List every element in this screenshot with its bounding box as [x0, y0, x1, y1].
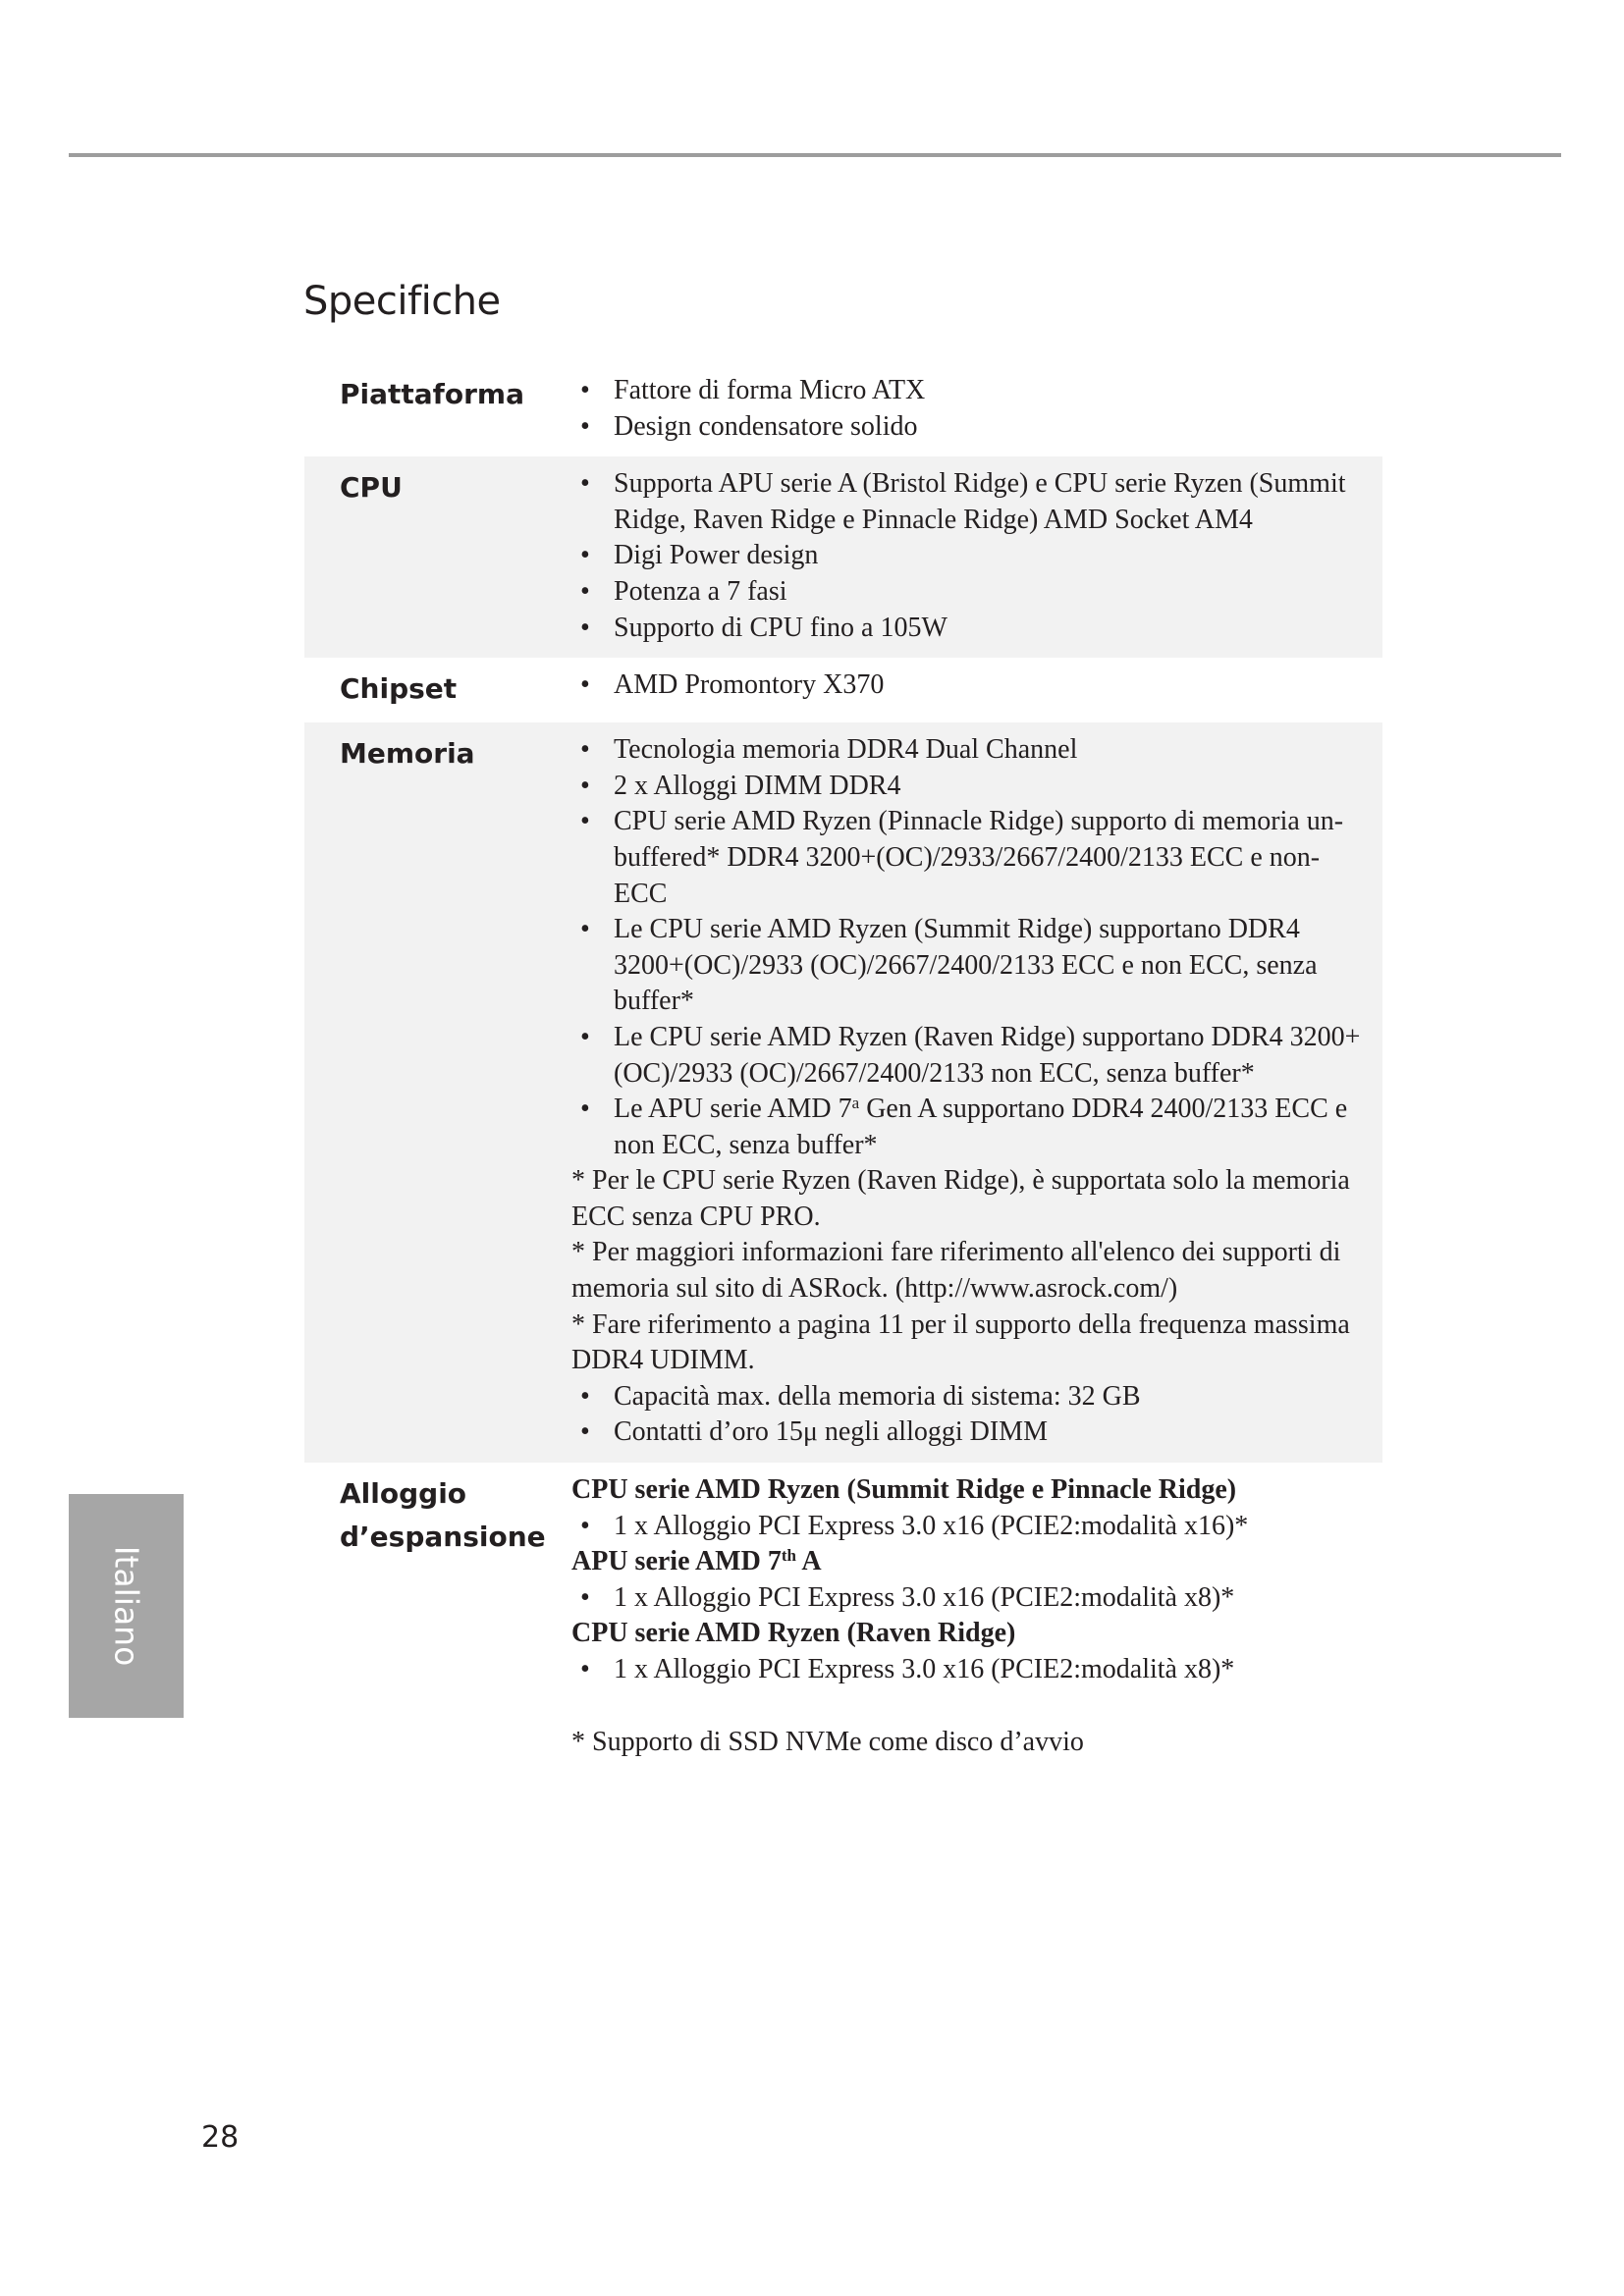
spec-body: [571, 732, 1367, 1451]
spec-body: [571, 1472, 1367, 1760]
footnote: * Supporto di SSD NVMe come disco d’avvio: [571, 1726, 1084, 1757]
side-tab-label: Italiano: [107, 1545, 145, 1667]
list-item: • Digi Power design: [571, 538, 1367, 574]
spec-label: Memoria: [340, 737, 475, 771]
spec-label-line: Alloggio: [340, 1477, 467, 1511]
spacer: [571, 1688, 1367, 1725]
footnote: * Per maggiori informazioni fare riferimento all'elenco dei supporti di memoria sul sito di ASRock. (http://www.asrock.com/): [571, 1237, 1341, 1305]
list-item-text: Gen A supportano DDR4 2400/2133 ECC e non ECC, senza buffer*: [614, 1094, 1348, 1160]
group-heading-text: A: [795, 1546, 822, 1577]
spec-row-cpu: [304, 456, 1382, 658]
spec-label: [304, 1472, 571, 1760]
footnote: * Per le CPU serie Ryzen (Raven Ridge), è supportata solo la memoria ECC senza CPU PRO.: [571, 1165, 1350, 1232]
list-item: • AMD Promontory X370: [571, 667, 1367, 704]
list-item: • Design condensatore solido: [571, 409, 1367, 446]
spec-row-piattaforma: [304, 363, 1382, 456]
spec-table: [304, 363, 1382, 1772]
list-item: • 1 x Alloggio PCI Express 3.0 x16 (PCIE2:modalità x8)*: [571, 1580, 1367, 1617]
page-number: 28: [201, 2120, 240, 2155]
list-item: • Fattore di forma Micro ATX: [571, 373, 1367, 409]
list-item: • Supporta APU serie A (Bristol Ridge) e CPU serie Ryzen (Summit Ridge, Raven Ridge e Pinnacle Ridge) AMD Socket AM4: [571, 466, 1367, 538]
list-item: • 1 x Alloggio PCI Express 3.0 x16 (PCIE2:modalità x16)*: [571, 1509, 1367, 1545]
list-item: • CPU serie AMD Ryzen (Pinnacle Ridge) supporto di memoria un-buffered* DDR4 3200+(OC)/2933/2667/2400/2133 ECC e non-ECC: [571, 804, 1367, 912]
list-item: • Capacità max. della memoria di sistema: 32 GB: [571, 1379, 1367, 1415]
spec-label-line: d’espansione: [340, 1521, 546, 1554]
spec-label: Chipset: [340, 672, 458, 706]
group-heading: CPU serie AMD Ryzen (Raven Ridge): [571, 1618, 1016, 1649]
spec-label: CPU: [340, 471, 403, 505]
language-side-tab: [69, 1494, 184, 1718]
spec-body: [571, 373, 1367, 445]
header-rule: [69, 153, 1561, 157]
spec-body: [571, 466, 1367, 646]
spec-row-chipset: [304, 658, 1382, 722]
list-item: • Tecnologia memoria DDR4 Dual Channel: [571, 732, 1367, 769]
list-item: [571, 1092, 1367, 1163]
spec-label: Piattaforma: [340, 378, 524, 410]
group-heading-text: APU serie AMD 7: [571, 1546, 782, 1577]
group-heading: [571, 1544, 1367, 1580]
list-item: • Le CPU serie AMD Ryzen (Raven Ridge) supportano DDR4 3200+(OC)/2933 (OC)/2667/2400/2133 non ECC, senza buffer*: [571, 1020, 1367, 1092]
list-item: • 1 x Alloggio PCI Express 3.0 x16 (PCIE2:modalità x8)*: [571, 1652, 1367, 1688]
spec-row-alloggio-espansione: [304, 1463, 1382, 1772]
superscript: a: [851, 1094, 860, 1113]
list-item-text: Le APU serie AMD 7: [614, 1094, 852, 1125]
list-item: • 2 x Alloggi DIMM DDR4: [571, 769, 1367, 805]
page-title: Specifiche: [303, 279, 501, 324]
spec-row-memoria: [304, 722, 1382, 1463]
footnote: * Fare riferimento a pagina 11 per il supporto della frequenza massima DDR4 UDIMM.: [571, 1308, 1350, 1376]
list-item: • Supporto di CPU fino a 105W: [571, 611, 1367, 647]
list-item: • Potenza a 7 fasi: [571, 574, 1367, 611]
spec-body: [571, 667, 1367, 711]
group-heading: CPU serie AMD Ryzen (Summit Ridge e Pinnacle Ridge): [571, 1474, 1237, 1506]
list-item: • Le CPU serie AMD Ryzen (Summit Ridge) supportano DDR4 3200+(OC)/2933 (OC)/2667/2400/2133 ECC e non ECC, senza buffer*: [571, 912, 1367, 1020]
list-item: • Contatti d’oro 15μ negli alloggi DIMM: [571, 1415, 1367, 1451]
superscript: th: [781, 1546, 796, 1566]
